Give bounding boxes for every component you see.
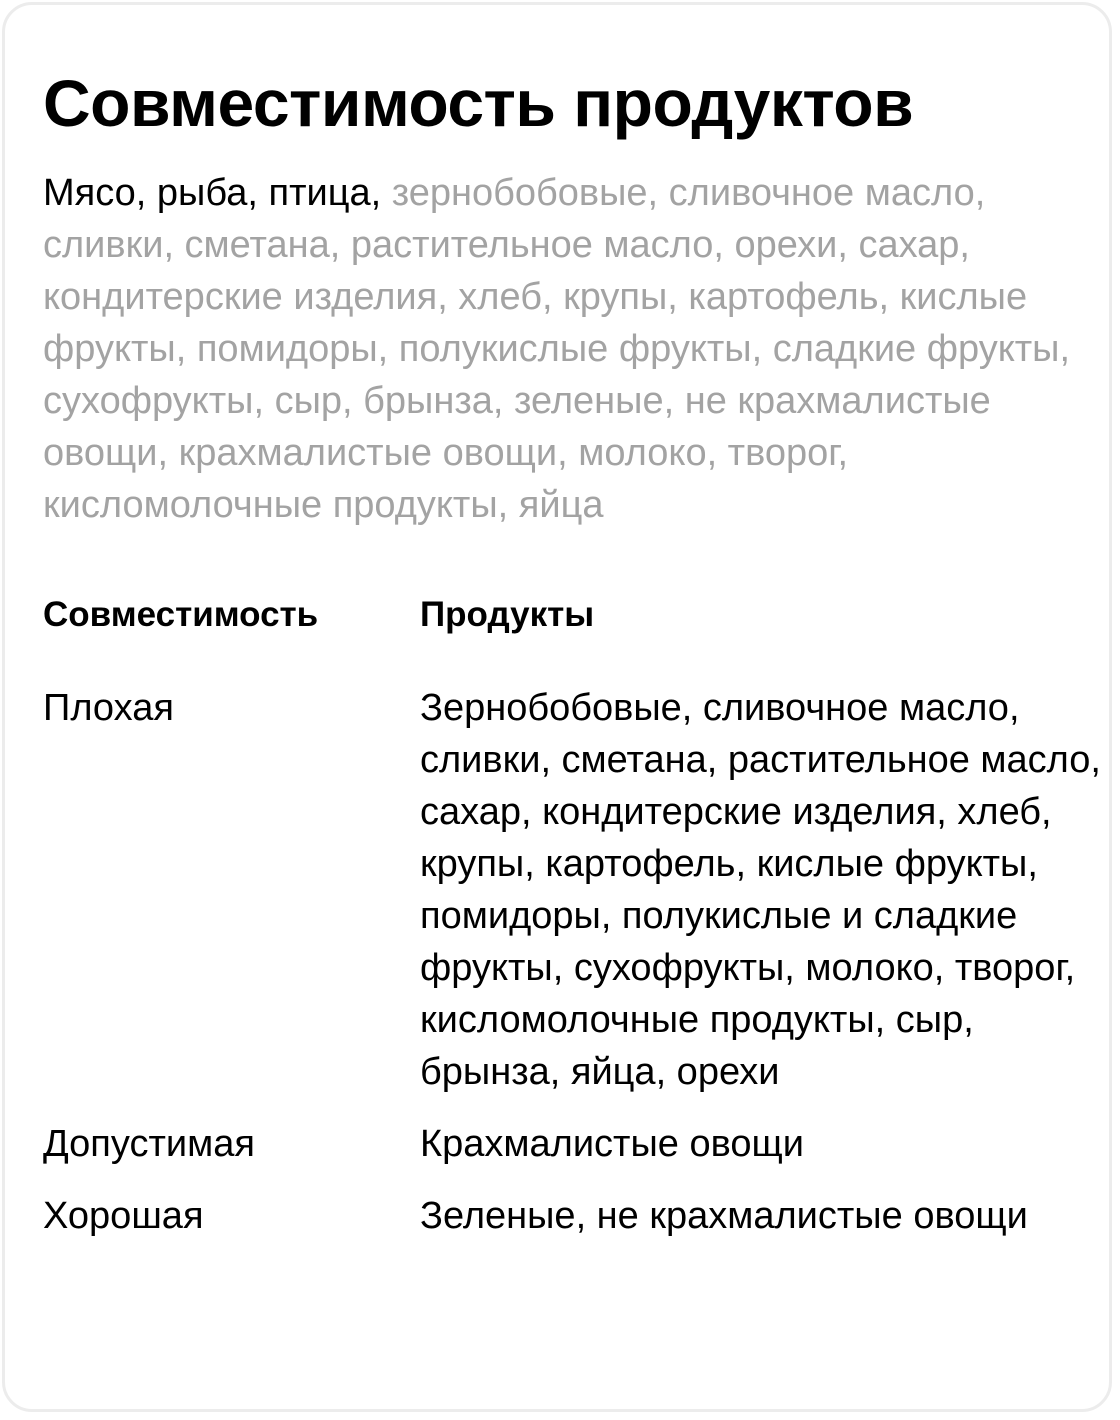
header-compatibility: Совместимость — [43, 595, 319, 634]
compatibility-table — [43, 590, 1103, 1242]
table-row — [43, 1118, 1103, 1170]
intro-rest: зернобобовые, сливочное масло, сливки, сметана, растительное масло, орехи, сахар, кондитерские изделия, хлеб, крупы, картофель, кислые фрукты, помидоры, полукислые фрукты, сладкие фрукты, сухофрукты, сыр, брынза, зеленые, не крахмалистые овощи, крахмалистые овощи, молоко, творог, кисломолочные продукты, яйца — [43, 172, 1071, 526]
row-products-good: Зеленые, не крахмалистые овощи — [420, 1195, 1028, 1237]
row-compatibility-good: Хорошая — [43, 1195, 204, 1237]
row-products-acceptable: Крахмалистые овощи — [420, 1123, 804, 1165]
intro-paragraph — [43, 167, 1093, 531]
row-products-bad: Зернобобовые, сливочное масло, сливки, сметана, растительное масло, сахар, кондитерские изделия, хлеб, крупы, картофель, кислые фрукты, помидоры, полукислые и сладкие фрукты, сухофрукты, молоко, творог, кисломолочные продукты, сыр, брынза, яйца, орехи — [420, 687, 1101, 1093]
intro-lead: Мясо, рыба, птица, — [43, 172, 382, 214]
table-header-row — [43, 590, 1103, 640]
header-products: Продукты — [420, 595, 595, 634]
table-row — [43, 682, 1103, 1098]
table-row — [43, 1190, 1103, 1242]
compatibility-card — [2, 2, 1112, 1412]
page-title: Совместимость продуктов — [43, 66, 914, 140]
row-compatibility-bad: Плохая — [43, 687, 174, 729]
row-compatibility-acceptable: Допустимая — [43, 1123, 255, 1165]
